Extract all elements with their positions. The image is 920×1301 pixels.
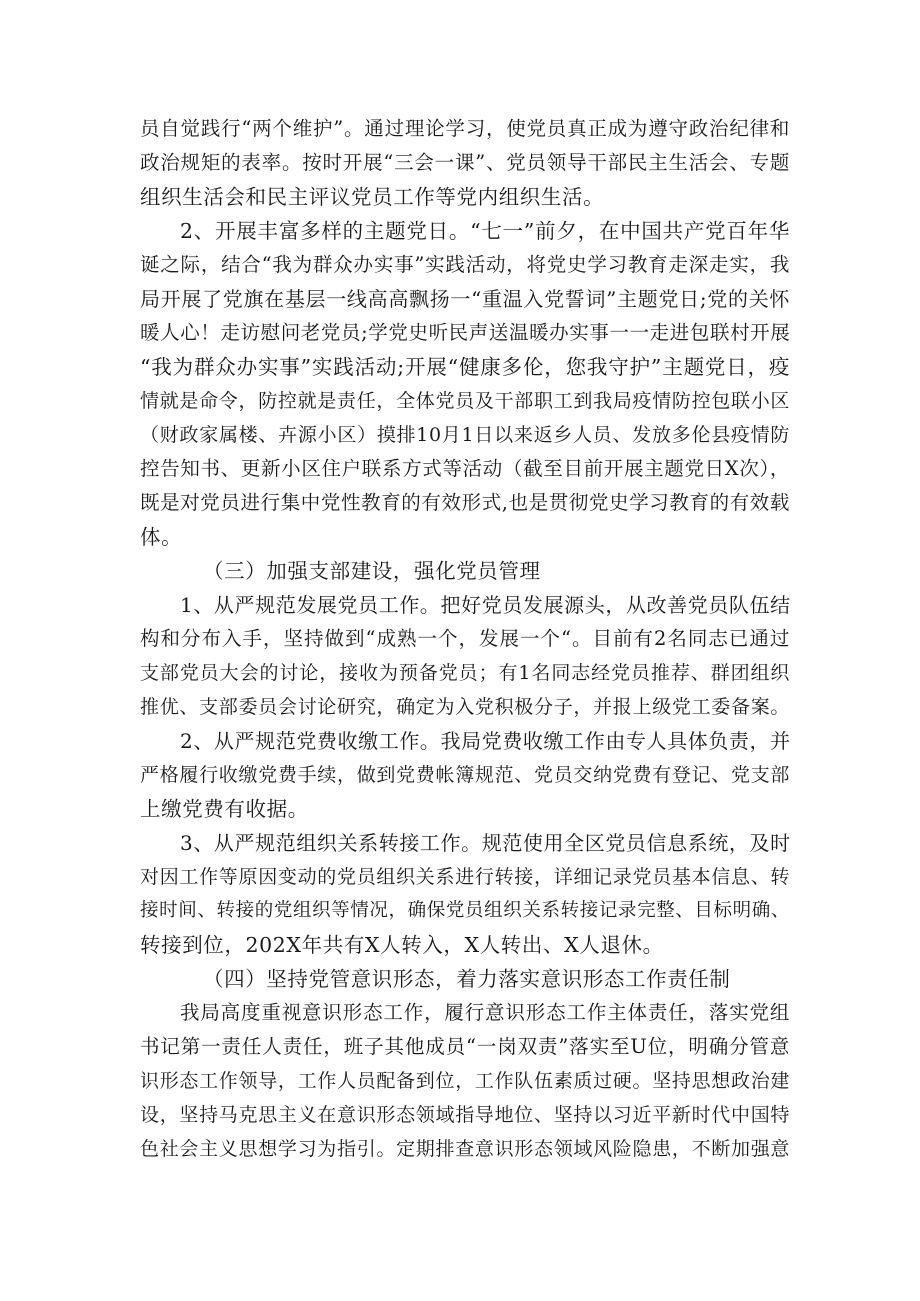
- paragraph-line: 员自觉践行“两个维护”。通过理论学习，使党员真正成为遵守政治纪律和: [140, 117, 790, 140]
- paragraph-line: 色社会主义思想学习为指引。定期排查意识形态领域风险隐患，不断加强意: [140, 1138, 790, 1160]
- paragraph-line: 政治规矩的表率。按时开展“三会一课”、党员领导干部民主生活会、专题: [140, 151, 790, 174]
- paragraph-line: 暖人心！走访慰问老党员;学党史听民声送温暖办实事一一走进包联村开展: [140, 321, 791, 344]
- paragraph-line: 1、从严规范发展党员工作。把好党员发展源头，从改善党员队伍结: [180, 593, 791, 617]
- paragraph-line: 既是对党员进行集中党性教育的有效形式,也是贯彻党史学习教育的有效载: [140, 491, 790, 514]
- paragraph-line: 设，坚持马克思主义在意识形态领域指导地位、坚持以习近平新时代中国特: [140, 1104, 790, 1126]
- paragraph-line: （财政家属楼、卉源小区）摸排10月1日以来返乡人员、发放多伦县疫情防: [140, 424, 790, 446]
- paragraph-line: 组织生活会和民主评议党员工作等党内组织生活。: [140, 185, 605, 209]
- paragraph-line: 严格履行收缴党费手续，做到党费帐簿规范、党员交纳党费有登记、党支部: [140, 764, 790, 786]
- paragraph-line: 情就是命令，防控就是责任，全体党员及干部职工到我局疫情防控包联小区: [140, 390, 790, 412]
- paragraph-line: 识形态工作领导，工作人员配备到位，工作队伍素质过硬。坚持思想政治建: [140, 1070, 790, 1092]
- paragraph-line: 上缴党费有收据。: [140, 797, 309, 821]
- paragraph-line: 对因工作等原因变动的党员组织关系进行转接，详细记录党员基本信息、转: [140, 866, 790, 888]
- paragraph-line: 3、从严规范组织关系转接工作。规范使用全区党员信息系统，及时: [180, 831, 791, 855]
- paragraph-line: 构和分布入手，坚持做到“成熟一个，发展一个“。目前有2名同志已通过: [140, 627, 790, 650]
- section-heading: （四）坚持党管意识形态，着力落实意识形态工作责任制: [203, 967, 731, 991]
- paragraph-line: “我为群众办实事”实践活动;开展“健康多伦，您我守护”主题党日，疫: [140, 355, 790, 379]
- paragraph-line: 接时间、转接的党组织等情况，确保党员组织关系转接记录完整、目标明确、: [140, 900, 790, 921]
- paragraph-line: 体。: [140, 525, 183, 549]
- paragraph-line: 支部党员大会的讨论，接收为预备党员；有1名同志经党员推荐、群团组织: [140, 662, 790, 684]
- paragraph-line: 我局高度重视意识形态工作，履行意识形态工作主体责任，落实党组: [180, 1001, 790, 1024]
- paragraph-line: 推优、支部委员会讨论研究，确定为入党积极分子，并报上级党工委备案。: [140, 696, 790, 718]
- section-heading: （三）加强支部建设，强化党员管理: [203, 559, 541, 583]
- paragraph-line: 书记第一责任人责任，班子其他成员“一岗双责”落实至U位，明确分管意: [140, 1035, 790, 1058]
- paragraph-line: 2、开展丰富多样的主题党日。“七一”前夕，在中国共产党百年华: [180, 219, 790, 243]
- paragraph-line: 控告知书、更新小区住户联系方式等活动（截至目前开展主题党日X次），: [140, 457, 790, 480]
- paragraph-line: 2、从严规范党费收缴工作。我局党费收缴工作由专人具体负责，并: [180, 729, 791, 753]
- paragraph-line: 转接到位，202X年共有X人转入，X人转出、X人退休。: [140, 933, 664, 957]
- paragraph-line: 局开展了党旗在基层一线高高飘扬一“重温入党誓词”主题党日;党的关怀: [140, 287, 790, 311]
- paragraph-line: 诞之际，结合“我为群众办实事”实践活动，将党史学习教育走深走实，我: [140, 253, 790, 276]
